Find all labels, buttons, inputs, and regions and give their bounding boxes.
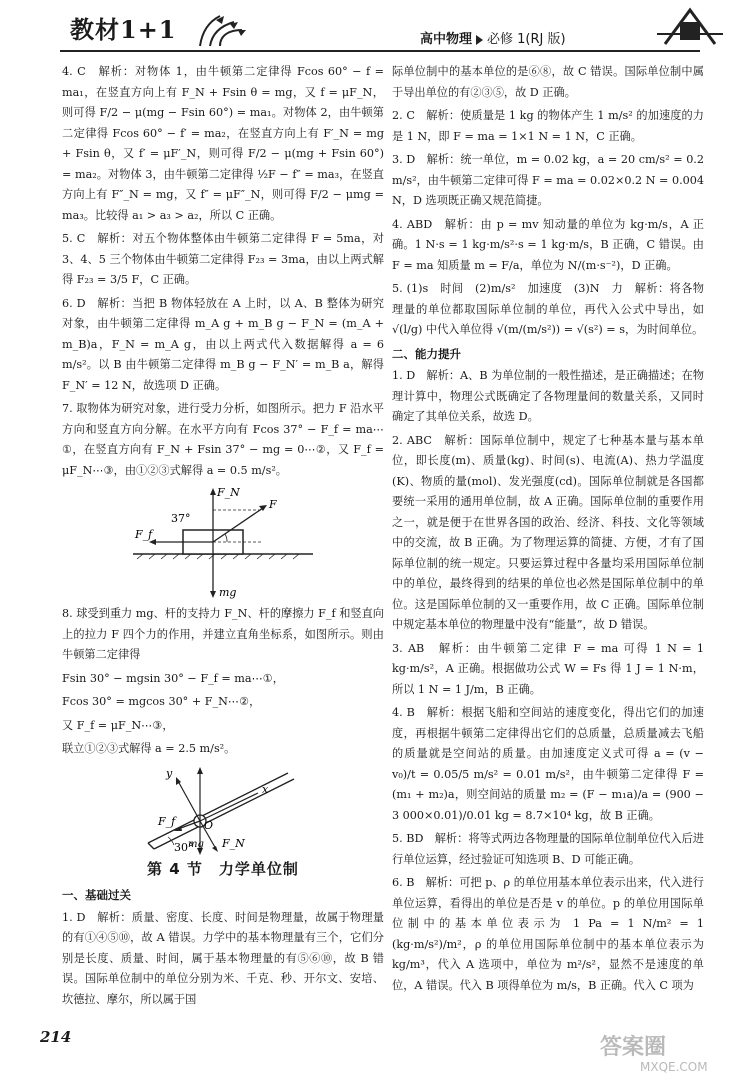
play-arrow-icon xyxy=(476,35,483,45)
label-x: x xyxy=(262,782,269,796)
page-number: 214 xyxy=(40,1028,72,1046)
answer-8-eq4: 联立①②③式解得 a = 2.5 m/s²。 xyxy=(62,742,236,755)
label-Ff2: F_f xyxy=(158,814,176,828)
basic-answer-5: 5. (1)s 时间 (2)m/s² 加速度 (3)N 力 解析：将各物理量的单位都取国际单位制的单位，再代入公式中导出，如 √(l/g) 中代入单位得 √(m/(m/s²)) = √(s²) = s，为时间单位。 xyxy=(392,282,704,336)
ability-answer-1: 1. D 解析：A、B 为单位制的一般性描述，是正确描述；在物理计算中，物理公式既确定了各物理量间的数量关系，又同时确定了其单位关系，故选 D。 xyxy=(392,369,704,423)
ability-answer-4: 4. B 解析：根据飞船和空间站的速度变化，得出它们的加速度，再根据牛顿第二定律得出它们的总质量，总质量减去飞船的质量就是空间站的质量。由加速度定义式可得 a = (v − v₀)/t = 0.05/5 m/s² = 0.01 m/s²，由牛顿第二定律得 F = (m₁ + m₂)a，则空间站的质量 m₂ = (F − m₁a)/a = (900 − 3 000×0.01)/0.01 kg = 8.7×10⁴ kg，故 B 正确。 xyxy=(392,706,704,822)
force-diagram-rod xyxy=(138,763,308,855)
basic-answer-1-cont: 际单位制中的基本单位的是⑥⑧，故 C 错误。国际单位制中属于导出单位的有②③⑤，故 D 正确。 xyxy=(392,65,704,99)
header-rule xyxy=(60,50,700,52)
basic-answer-2: 2. C 解析：使质量是 1 kg 的物体产生 1 m/s² 的加速度的力是 1 N，即 F = ma = 1×1 N = 1 N，C 正确。 xyxy=(392,109,704,143)
answer-8-intro: 8. 球受到重力 mg、杆的支持力 F_N、杆的摩擦力 F_f 和竖直向上的拉力 F 四个力的作用，并建立直角坐标系，如图所示。则由牛顿第二定律得 xyxy=(62,607,384,661)
page-header xyxy=(0,0,750,58)
basic-heading: 一、基础过关 xyxy=(62,888,131,902)
label-y: y xyxy=(166,766,173,780)
label-F: F xyxy=(269,498,277,511)
brand-title: 教材1+1 xyxy=(70,15,177,44)
answer-8-eq3: 又 F_f = μF_N⋯③， xyxy=(62,718,174,732)
basic-answer-3: 3. D 解析：统一单位，m = 0.02 kg，a = 20 cm/s² = 0.2 m/s²，由牛顿第二定律可得 F = ma = 0.02×0.2 N = 0.004 N，D 选项既正确又规范简捷。 xyxy=(392,153,704,207)
left-column xyxy=(62,62,384,1013)
basic-answer-4: 4. ABD 解析：由 p = mv 知动量的单位为 kg·m/s，A 正确。1 N·s = 1 kg·m/s²·s = 1 kg·m/s，B 正确，C 错误。由 F = ma 知质量 m = F/a，单位为 N/(m·s⁻²)，D 正确。 xyxy=(392,217,704,272)
corner-ornament-icon xyxy=(655,4,725,50)
ability-answer-6: 6. B 解析：可把 p、ρ 的单位用基本单位表示出来，代入进行单位运算，看得出的单位是否是 v 的单位。p 的单位用国际单位制中的基本单位表示为 1 Pa = 1 N/m² = 1 (kg·m/s²)/m²，ρ 的单位用国际单位制中的基本单位表示为 kg/m³，代入 A 选项中，单位为 m²/s²，显然不是速度的单位，A 错误。代入 B 项得单位为 m/s，B 正确。代入 C 项为 xyxy=(392,876,704,992)
answer-6: 6. D 解析：当把 B 物体轻放在 A 上时，以 A、B 整体为研究对象，由牛顿第二定律得 m_A g + m_B g − F_N = (m_A + m_B)a，F_N = m_A g，由以上两式代入数据解得 a = 6 m/s²。以 B 由牛顿第二定律得 m_B g − F_N′ = m_B a，解得 F_N′ = 12 N，故选项 D 正确。 xyxy=(62,296,384,392)
right-column xyxy=(392,62,704,999)
answer-4: 4. C 解析：对物体 1，由牛顿第二定律得 Fcos 60° − f = ma₁，在竖直方向上有 F_N + Fsin θ = mg，又 f = μF_N，则可得 F/2 − μ(mg − Fsin 60°) = ma₁。对物体 2，由牛顿第二定律得 Fcos 60° − f′ = ma₂，在竖直方向上有 F′_N = mg + Fsin θ，又 f′ = μF′_N，则可得 F/2 − μ(mg + Fsin 60°) = ma₂。对物体 3，由牛顿第二定律得 ½F − f″ = ma₃，在竖直方向上有 F″_N = mg，又 f″ = μF″_N，则可得 F/2 − μmg = ma₃。比较得 a₁ > a₃ > a₂，所以 C 正确。 xyxy=(62,65,384,222)
label-angle: 37° xyxy=(171,512,191,525)
ability-answer-5: 5. BD 解析：将等式两边各物理量的国际单位制单位代入后进行单位运算，经过验证可知选项 B、D 可能正确。 xyxy=(392,832,704,866)
label-FN: F_N xyxy=(217,486,240,499)
label-mg: mg xyxy=(219,586,237,599)
ability-answer-2: 2. ABC 解析：国际单位制中，规定了七种基本量与基本单位，即长度(m)、质量(kg)、时间(s)、电流(A)、热力学温度(K)、物质的量(mol)、发光强度(cd)。国际单位制就是各国都要统一采用的通用单位制，故 A 正确。国际单位制的重要作用之一，就是便于在世界各国的政治、经济、科技、文化等领域中的交流，故 B 正确。为了物理运算的简捷、方便，才有了国际单位制的统一规定。只要运算过程中各量均采用国际单位制中的单位，最终得到的结果的单位也必然是国际单位制中的单位。这是国际单位制的又一重要作用，故 C 正确。国际单位制中规定基本单位的物理量中没有“能量”，故 D 错误。 xyxy=(392,433,704,631)
basic-answer-1: 1. D 解析：质量、密度、长度、时间是物理量，故属于物理量的有①④⑤⑩，故 A 错误。力学中的基本物理量有三个，它们分别是长度、质量、时间，属于基本物理量的有⑤⑥⑩，故 B 错误。国际单位制中的单位分别为米、千克、秒、开尔文、安培、坎德拉、摩尔，所以属于国 xyxy=(62,910,384,1006)
subject-name: 高中物理 xyxy=(420,32,473,47)
answer-8-eq1: Fsin 30° − mgsin 30° − F_f = ma⋯①， xyxy=(62,671,284,685)
section-title: 第 4 节 力学单位制 xyxy=(147,859,299,878)
ability-heading: 二、能力提升 xyxy=(392,346,461,361)
subject-label xyxy=(420,28,566,47)
label-mg2: mg xyxy=(188,838,204,850)
edition-label: 必修 1(RJ 版) xyxy=(487,32,566,47)
plant-decoration-icon xyxy=(190,12,250,48)
label-Ff: F_f xyxy=(135,528,153,541)
watermark-url: MXQE.COM xyxy=(640,1060,708,1074)
answer-5: 5. C 解析：对五个物体整体由牛顿第二定律得 F = 5ma，对 3、4、5 三个物体由牛顿第二定律得 F₂₃ = 3ma，由以上两式解得 F₂₃ = 3/5 F，C 正确。 xyxy=(62,232,384,286)
label-FN2: F_N xyxy=(222,836,245,850)
answer-8-eq2: Fcos 30° = mgcos 30° + F_N⋯②， xyxy=(62,695,261,708)
ability-answer-3: 3. AB 解析：由牛顿第二定律 F = ma 可得 1 N = 1 kg·m/s²，A 正确。根据做功公式 W = Fs 得 1 J = 1 N·m，所以 1 N = 1 J/m，B 正确。 xyxy=(392,641,704,696)
label-angle2: 30° xyxy=(174,840,194,854)
force-diagram-block xyxy=(123,484,323,602)
answer-7: 7. 取物体为研究对象，进行受力分析，如图所示。把力 F 沿水平方向和竖直方向分解。在水平方向有 Fcos 37° − F_f = ma⋯①，在竖直方向有 F_N + Fsin 37° − mg = 0⋯②，又 F_f = μF_N⋯③，由①②③式解得 a = 0.5 m/s²。 xyxy=(62,402,384,477)
label-O: O xyxy=(204,818,214,832)
watermark-logo: 答案圈 xyxy=(600,1035,667,1060)
